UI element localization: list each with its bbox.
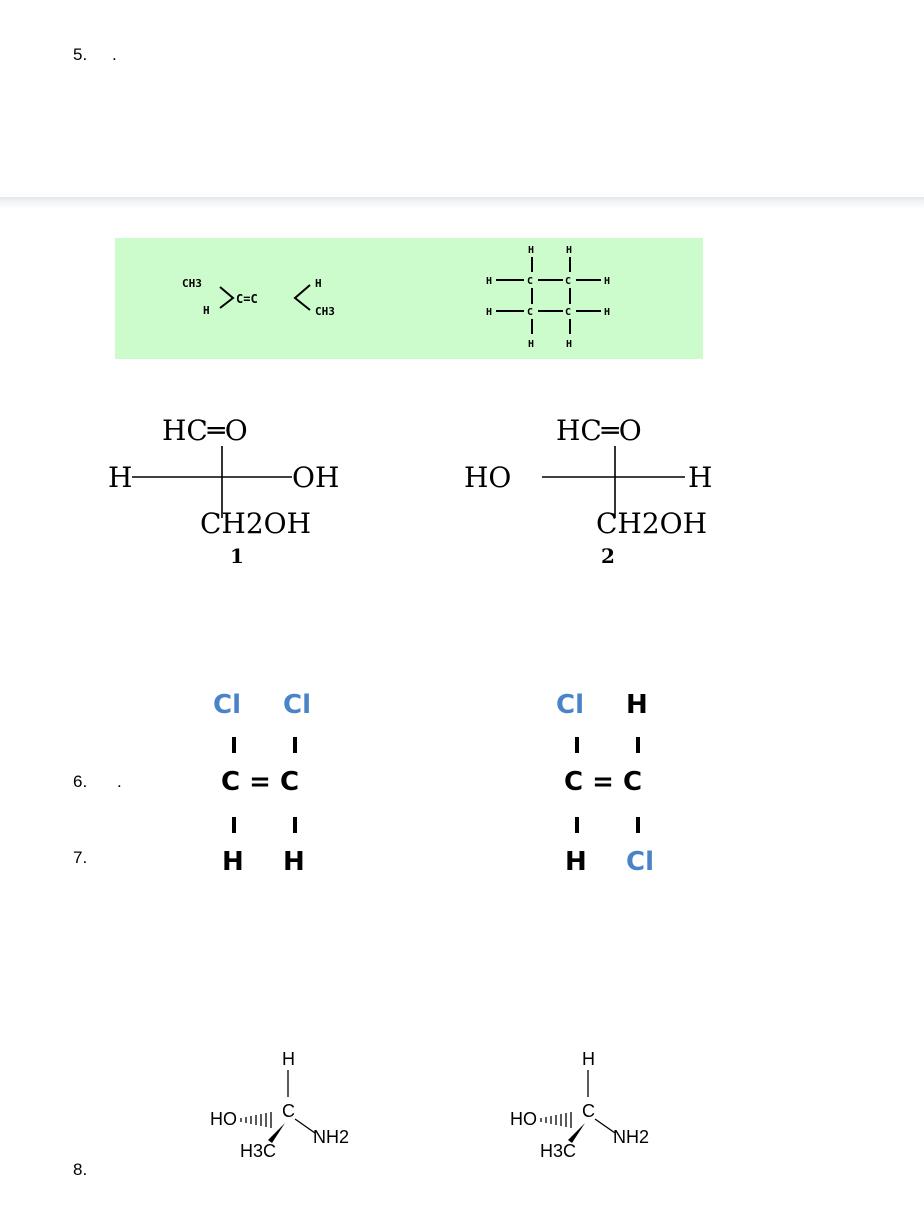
fischer1-right: OH — [292, 461, 340, 494]
chiral-left-hydroxyl: HO — [210, 1109, 237, 1129]
cb-h3: H — [486, 276, 493, 287]
cis-top-left: Cl — [213, 690, 241, 720]
fischer2-right: H — [688, 461, 713, 494]
cb-h1: H — [528, 245, 535, 256]
trans-bottom-left: H — [565, 847, 587, 877]
cb-c2: C — [565, 276, 572, 287]
question-5-text: . — [112, 45, 117, 64]
fischer-projection-2 — [460, 410, 770, 570]
cis-bottom-right: H — [283, 847, 305, 877]
cis-center: C = C — [221, 767, 300, 797]
fischer-projection-1 — [100, 410, 380, 570]
chiral-structure-right — [505, 1045, 665, 1170]
cb-c3: C — [527, 307, 534, 318]
trans-bottom-right: Cl — [626, 847, 654, 877]
chiral-structure-left — [205, 1045, 365, 1170]
fischer1-label: 1 — [230, 544, 244, 568]
cb-h4: H — [604, 276, 611, 287]
chiral-right-top: H — [582, 1049, 595, 1069]
butene-ch3-right: CH3 — [315, 305, 335, 318]
butene-ch3-left: CH3 — [182, 277, 202, 290]
cb-h6: H — [604, 307, 611, 318]
fischer1-top: HC═O — [162, 414, 248, 447]
trans-center: C = C — [564, 767, 643, 797]
question-6-text: . — [117, 772, 122, 791]
butene-core: C=C — [236, 292, 258, 306]
trans-top-left: Cl — [556, 690, 584, 720]
question-6-number: 6. — [73, 772, 88, 791]
fischer2-left: HO — [464, 461, 512, 494]
fischer2-top: HC═O — [556, 414, 642, 447]
chiral-right-methyl: H3C — [540, 1141, 577, 1161]
chiral-left-top: H — [282, 1049, 295, 1069]
cb-h2: H — [566, 245, 573, 256]
dichloroethene-trans — [548, 680, 678, 880]
chiral-left-center: C — [282, 1101, 295, 1121]
question-5-number: 5. — [73, 45, 88, 64]
butene-h-left: H — [203, 304, 210, 317]
fischer1-bottom: CH2OH — [200, 507, 312, 540]
chiral-left-amine: NH2 — [313, 1127, 350, 1147]
chiral-right-amine: NH2 — [613, 1127, 650, 1147]
question-7-number: 7. — [73, 848, 88, 867]
dichloroethene-cis — [205, 680, 335, 880]
section-separator — [0, 197, 924, 209]
butene-h-right: H — [315, 277, 322, 290]
cb-c1: C — [527, 276, 534, 287]
cis-top-right: Cl — [283, 690, 311, 720]
fischer2-bottom: CH2OH — [596, 507, 708, 540]
cb-h8: H — [566, 339, 573, 350]
trans-top-right: H — [626, 690, 648, 720]
cis-bottom-left: H — [222, 847, 244, 877]
structure-panel — [115, 238, 703, 359]
chiral-right-hydroxyl: HO — [510, 1109, 537, 1129]
fischer2-label: 2 — [601, 544, 615, 568]
question-8-number: 8. — [73, 1160, 88, 1179]
chiral-right-center: C — [582, 1101, 595, 1121]
fischer1-left: H — [108, 461, 133, 494]
chiral-left-methyl: H3C — [240, 1141, 277, 1161]
cb-h7: H — [528, 339, 535, 350]
cb-c4: C — [565, 307, 572, 318]
cb-h5: H — [486, 307, 493, 318]
